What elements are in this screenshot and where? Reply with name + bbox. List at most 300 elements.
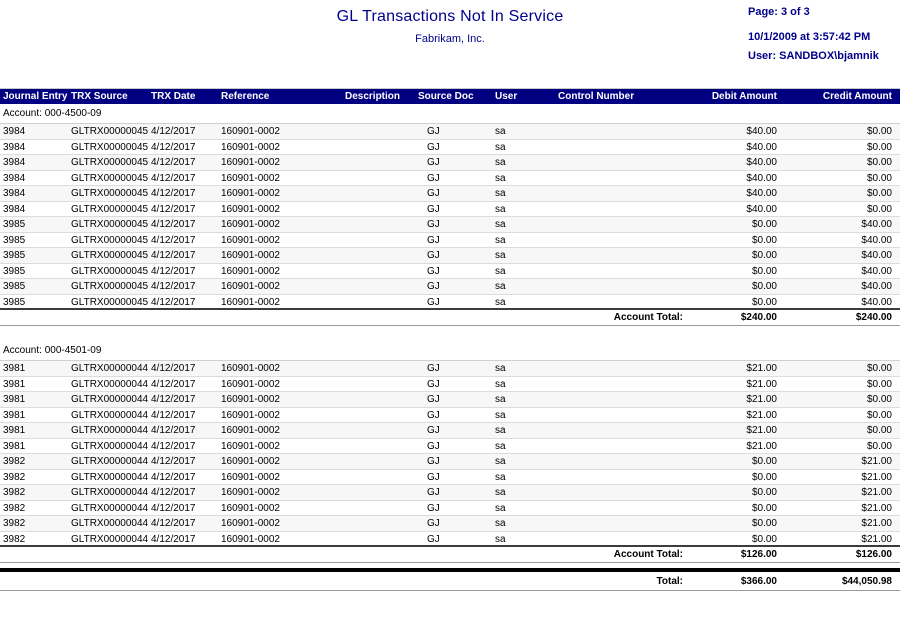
cell-debit-amount: $40.00 bbox=[746, 172, 777, 184]
cell-reference: 160901-0002 bbox=[221, 363, 280, 374]
cell-reference: 160901-0002 bbox=[221, 203, 280, 215]
cell-control-number bbox=[558, 124, 703, 140]
cell-trx-date: 4/12/2017 bbox=[151, 533, 196, 545]
cell-user: sa bbox=[495, 409, 506, 421]
cell-journal-entry: 3981 bbox=[3, 440, 26, 452]
cell-source-doc: GJ bbox=[427, 265, 440, 277]
cell-trx-source: GLTRX00000045 bbox=[71, 219, 149, 230]
table-row bbox=[0, 423, 900, 439]
cell-trx-source: GLTRX00000044 bbox=[71, 425, 149, 436]
table-row bbox=[0, 516, 900, 532]
cell-user: sa bbox=[495, 518, 506, 529]
cell-credit-amount: $0.00 bbox=[866, 425, 892, 436]
cell-control-number bbox=[558, 186, 703, 202]
cell-trx-source: GLTRX00000044 bbox=[71, 440, 149, 452]
account-total-credit: $126.00 bbox=[855, 549, 892, 560]
grand-total-credit: $44,050.98 bbox=[841, 576, 892, 587]
column-header-description: Description bbox=[345, 91, 401, 102]
cell-debit-amount: $40.00 bbox=[746, 126, 777, 137]
cell-debit-amount: $0.00 bbox=[751, 219, 777, 230]
cell-trx-date: 4/12/2017 bbox=[151, 265, 196, 277]
cell-credit-amount: $40.00 bbox=[861, 296, 892, 308]
cell-reference: 160901-0002 bbox=[221, 296, 280, 308]
cell-journal-entry: 3982 bbox=[3, 471, 26, 483]
cell-journal-entry: 3981 bbox=[3, 409, 26, 421]
cell-source-doc: GJ bbox=[427, 250, 440, 261]
cell-trx-date: 4/12/2017 bbox=[151, 250, 196, 261]
cell-control-number bbox=[558, 248, 703, 264]
cell-source-doc: GJ bbox=[427, 219, 440, 230]
cell-reference: 160901-0002 bbox=[221, 172, 280, 184]
table-row bbox=[0, 248, 900, 264]
cell-user: sa bbox=[495, 219, 506, 230]
cell-description bbox=[343, 124, 418, 140]
cell-user: sa bbox=[495, 126, 506, 137]
table-row bbox=[0, 439, 900, 455]
cell-control-number bbox=[558, 202, 703, 218]
cell-user: sa bbox=[495, 296, 506, 308]
cell-reference: 160901-0002 bbox=[221, 409, 280, 421]
cell-reference: 160901-0002 bbox=[221, 265, 280, 277]
table-row bbox=[0, 140, 900, 156]
cell-reference: 160901-0002 bbox=[221, 250, 280, 261]
cell-journal-entry: 3982 bbox=[3, 533, 26, 545]
cell-trx-date: 4/12/2017 bbox=[151, 363, 196, 374]
report-datetime: 10/1/2009 at 3:57:42 PM bbox=[748, 31, 871, 43]
cell-description bbox=[343, 233, 418, 249]
cell-journal-entry: 3981 bbox=[3, 394, 26, 405]
cell-credit-amount: $21.00 bbox=[861, 502, 892, 514]
cell-debit-amount: $21.00 bbox=[746, 363, 777, 374]
cell-trx-date: 4/12/2017 bbox=[151, 378, 196, 390]
cell-reference: 160901-0002 bbox=[221, 281, 280, 292]
cell-user: sa bbox=[495, 425, 506, 436]
cell-debit-amount: $0.00 bbox=[751, 518, 777, 529]
cell-source-doc: GJ bbox=[427, 188, 440, 199]
cell-trx-source: GLTRX00000045 bbox=[71, 265, 149, 277]
cell-trx-date: 4/12/2017 bbox=[151, 502, 196, 514]
cell-source-doc: GJ bbox=[427, 234, 440, 246]
cell-debit-amount: $21.00 bbox=[746, 409, 777, 421]
cell-credit-amount: $40.00 bbox=[861, 265, 892, 277]
cell-description bbox=[343, 140, 418, 156]
report-user: User: SANDBOX\bjamnik bbox=[748, 50, 879, 62]
cell-reference: 160901-0002 bbox=[221, 487, 280, 498]
cell-user: sa bbox=[495, 487, 506, 498]
cell-user: sa bbox=[495, 141, 506, 153]
cell-journal-entry: 3984 bbox=[3, 157, 26, 168]
cell-source-doc: GJ bbox=[427, 281, 440, 292]
cell-debit-amount: $40.00 bbox=[746, 203, 777, 215]
cell-journal-entry: 3984 bbox=[3, 126, 26, 137]
cell-description bbox=[343, 454, 418, 470]
cell-user: sa bbox=[495, 157, 506, 168]
cell-credit-amount: $0.00 bbox=[866, 394, 892, 405]
cell-source-doc: GJ bbox=[427, 502, 440, 514]
cell-trx-source: GLTRX00000045 bbox=[71, 157, 149, 168]
cell-control-number bbox=[558, 140, 703, 156]
account-total-credit: $240.00 bbox=[855, 312, 892, 323]
cell-debit-amount: $0.00 bbox=[751, 502, 777, 514]
column-header-reference: Reference bbox=[221, 91, 270, 102]
cell-description bbox=[343, 377, 418, 393]
cell-user: sa bbox=[495, 172, 506, 184]
cell-control-number bbox=[558, 408, 703, 424]
cell-trx-source: GLTRX00000044 bbox=[71, 502, 149, 514]
cell-control-number bbox=[558, 470, 703, 486]
account-total-label: Account Total: bbox=[613, 312, 683, 323]
cell-trx-source: GLTRX00000045 bbox=[71, 188, 149, 199]
cell-source-doc: GJ bbox=[427, 456, 440, 467]
cell-description bbox=[343, 392, 418, 408]
table-row bbox=[0, 202, 900, 218]
cell-reference: 160901-0002 bbox=[221, 234, 280, 246]
cell-reference: 160901-0002 bbox=[221, 425, 280, 436]
cell-trx-date: 4/12/2017 bbox=[151, 141, 196, 153]
cell-description bbox=[343, 485, 418, 501]
cell-control-number bbox=[558, 171, 703, 187]
account-label: Account: 000-4501-09 bbox=[3, 345, 102, 356]
cell-credit-amount: $21.00 bbox=[861, 533, 892, 545]
cell-trx-date: 4/12/2017 bbox=[151, 471, 196, 483]
account-label: Account: 000-4500-09 bbox=[3, 108, 102, 119]
cell-source-doc: GJ bbox=[427, 409, 440, 421]
cell-description bbox=[343, 516, 418, 532]
cell-trx-source: GLTRX00000044 bbox=[71, 394, 149, 405]
account-group bbox=[0, 104, 900, 326]
cell-credit-amount: $0.00 bbox=[866, 440, 892, 452]
cell-reference: 160901-0002 bbox=[221, 394, 280, 405]
cell-debit-amount: $21.00 bbox=[746, 425, 777, 436]
cell-source-doc: GJ bbox=[427, 126, 440, 137]
cell-journal-entry: 3985 bbox=[3, 250, 26, 261]
cell-trx-date: 4/12/2017 bbox=[151, 296, 196, 308]
cell-control-number bbox=[558, 279, 703, 295]
cell-user: sa bbox=[495, 394, 506, 405]
cell-description bbox=[343, 423, 418, 439]
cell-journal-entry: 3982 bbox=[3, 487, 26, 498]
cell-trx-date: 4/12/2017 bbox=[151, 172, 196, 184]
cell-user: sa bbox=[495, 456, 506, 467]
cell-trx-source: GLTRX00000044 bbox=[71, 471, 149, 483]
cell-trx-date: 4/12/2017 bbox=[151, 203, 196, 215]
cell-credit-amount: $40.00 bbox=[861, 219, 892, 230]
table-row bbox=[0, 408, 900, 424]
cell-credit-amount: $21.00 bbox=[861, 487, 892, 498]
cell-description bbox=[343, 155, 418, 171]
cell-journal-entry: 3985 bbox=[3, 234, 26, 246]
cell-source-doc: GJ bbox=[427, 440, 440, 452]
cell-debit-amount: $21.00 bbox=[746, 394, 777, 405]
cell-source-doc: GJ bbox=[427, 172, 440, 184]
cell-description bbox=[343, 217, 418, 233]
table-row bbox=[0, 171, 900, 187]
cell-credit-amount: $40.00 bbox=[861, 250, 892, 261]
cell-journal-entry: 3981 bbox=[3, 363, 26, 374]
cell-trx-date: 4/12/2017 bbox=[151, 487, 196, 498]
table-body bbox=[0, 104, 900, 563]
cell-credit-amount: $21.00 bbox=[861, 471, 892, 483]
cell-journal-entry: 3984 bbox=[3, 188, 26, 199]
cell-description bbox=[343, 171, 418, 187]
cell-source-doc: GJ bbox=[427, 533, 440, 545]
column-header-control-number: Control Number bbox=[558, 91, 635, 102]
cell-source-doc: GJ bbox=[427, 157, 440, 168]
cell-source-doc: GJ bbox=[427, 471, 440, 483]
cell-credit-amount: $0.00 bbox=[866, 378, 892, 390]
cell-reference: 160901-0002 bbox=[221, 502, 280, 514]
cell-trx-source: GLTRX00000045 bbox=[71, 281, 149, 292]
cell-debit-amount: $21.00 bbox=[746, 440, 777, 452]
cell-reference: 160901-0002 bbox=[221, 141, 280, 153]
cell-credit-amount: $40.00 bbox=[861, 281, 892, 292]
cell-credit-amount: $0.00 bbox=[866, 188, 892, 199]
cell-user: sa bbox=[495, 471, 506, 483]
cell-source-doc: GJ bbox=[427, 203, 440, 215]
account-total-debit: $240.00 bbox=[740, 312, 777, 323]
cell-trx-date: 4/12/2017 bbox=[151, 425, 196, 436]
cell-credit-amount: $40.00 bbox=[861, 234, 892, 246]
cell-journal-entry: 3981 bbox=[3, 378, 26, 390]
grand-total-row bbox=[0, 573, 900, 591]
column-header-user: User bbox=[495, 91, 518, 102]
table-row bbox=[0, 217, 900, 233]
cell-trx-source: GLTRX00000045 bbox=[71, 203, 149, 215]
column-header-debit-amount: Debit Amount bbox=[711, 91, 777, 102]
cell-control-number bbox=[558, 233, 703, 249]
cell-trx-date: 4/12/2017 bbox=[151, 234, 196, 246]
table-row bbox=[0, 377, 900, 393]
cell-journal-entry: 3984 bbox=[3, 172, 26, 184]
cell-user: sa bbox=[495, 234, 506, 246]
cell-control-number bbox=[558, 516, 703, 532]
cell-credit-amount: $0.00 bbox=[866, 172, 892, 184]
cell-source-doc: GJ bbox=[427, 141, 440, 153]
cell-trx-source: GLTRX00000044 bbox=[71, 409, 149, 421]
cell-trx-date: 4/12/2017 bbox=[151, 281, 196, 292]
cell-journal-entry: 3985 bbox=[3, 281, 26, 292]
cell-description bbox=[343, 264, 418, 280]
cell-journal-entry: 3982 bbox=[3, 518, 26, 529]
table-row bbox=[0, 279, 900, 295]
cell-user: sa bbox=[495, 203, 506, 215]
cell-debit-amount: $40.00 bbox=[746, 157, 777, 168]
cell-description bbox=[343, 439, 418, 455]
cell-debit-amount: $0.00 bbox=[751, 250, 777, 261]
cell-journal-entry: 3985 bbox=[3, 219, 26, 230]
table-row bbox=[0, 233, 900, 249]
cell-control-number bbox=[558, 423, 703, 439]
cell-description bbox=[343, 279, 418, 295]
cell-credit-amount: $0.00 bbox=[866, 157, 892, 168]
cell-trx-date: 4/12/2017 bbox=[151, 518, 196, 529]
cell-reference: 160901-0002 bbox=[221, 533, 280, 545]
cell-source-doc: GJ bbox=[427, 378, 440, 390]
account-rows bbox=[0, 360, 900, 547]
cell-user: sa bbox=[495, 188, 506, 199]
cell-debit-amount: $21.00 bbox=[746, 378, 777, 390]
cell-control-number bbox=[558, 361, 703, 377]
cell-description bbox=[343, 361, 418, 377]
table-row bbox=[0, 485, 900, 501]
cell-control-number bbox=[558, 295, 703, 311]
cell-user: sa bbox=[495, 363, 506, 374]
cell-trx-source: GLTRX00000045 bbox=[71, 234, 149, 246]
report-header bbox=[0, 0, 900, 88]
column-header-credit-amount: Credit Amount bbox=[822, 91, 892, 102]
cell-user: sa bbox=[495, 440, 506, 452]
cell-trx-date: 4/12/2017 bbox=[151, 409, 196, 421]
table-header-row bbox=[0, 88, 900, 104]
cell-user: sa bbox=[495, 281, 506, 292]
cell-user: sa bbox=[495, 502, 506, 514]
cell-description bbox=[343, 202, 418, 218]
cell-source-doc: GJ bbox=[427, 425, 440, 436]
cell-credit-amount: $21.00 bbox=[861, 518, 892, 529]
cell-credit-amount: $0.00 bbox=[866, 409, 892, 421]
cell-reference: 160901-0002 bbox=[221, 518, 280, 529]
cell-journal-entry: 3982 bbox=[3, 502, 26, 514]
report-meta bbox=[748, 5, 879, 63]
cell-journal-entry: 3982 bbox=[3, 456, 26, 467]
cell-user: sa bbox=[495, 378, 506, 390]
cell-debit-amount: $0.00 bbox=[751, 265, 777, 277]
page-indicator: Page: 3 of 3 bbox=[748, 6, 810, 18]
cell-debit-amount: $0.00 bbox=[751, 487, 777, 498]
cell-trx-source: GLTRX00000045 bbox=[71, 172, 149, 184]
cell-source-doc: GJ bbox=[427, 363, 440, 374]
cell-credit-amount: $0.00 bbox=[866, 363, 892, 374]
account-group bbox=[0, 341, 900, 563]
cell-trx-source: GLTRX00000045 bbox=[71, 141, 149, 153]
cell-control-number bbox=[558, 501, 703, 517]
cell-control-number bbox=[558, 155, 703, 171]
cell-credit-amount: $0.00 bbox=[866, 203, 892, 215]
cell-control-number bbox=[558, 454, 703, 470]
cell-description bbox=[343, 408, 418, 424]
cell-description bbox=[343, 501, 418, 517]
account-total-row bbox=[0, 547, 900, 563]
cell-trx-source: GLTRX00000044 bbox=[71, 378, 149, 390]
cell-trx-date: 4/12/2017 bbox=[151, 456, 196, 467]
cell-control-number bbox=[558, 485, 703, 501]
cell-credit-amount: $21.00 bbox=[861, 456, 892, 467]
table-row bbox=[0, 501, 900, 517]
cell-source-doc: GJ bbox=[427, 487, 440, 498]
table-row bbox=[0, 454, 900, 470]
cell-trx-date: 4/12/2017 bbox=[151, 157, 196, 168]
cell-reference: 160901-0002 bbox=[221, 456, 280, 467]
cell-description bbox=[343, 470, 418, 486]
cell-trx-source: GLTRX00000045 bbox=[71, 250, 149, 261]
cell-trx-source: GLTRX00000045 bbox=[71, 296, 149, 308]
cell-reference: 160901-0002 bbox=[221, 126, 280, 137]
column-header-journal-entry: Journal Entry bbox=[3, 91, 68, 102]
account-total-row bbox=[0, 310, 900, 326]
cell-trx-date: 4/12/2017 bbox=[151, 394, 196, 405]
cell-trx-source: GLTRX00000044 bbox=[71, 518, 149, 529]
column-header-source-doc: Source Doc bbox=[418, 91, 474, 102]
cell-description bbox=[343, 248, 418, 264]
table-row bbox=[0, 532, 900, 548]
cell-source-doc: GJ bbox=[427, 518, 440, 529]
cell-control-number bbox=[558, 377, 703, 393]
cell-trx-date: 4/12/2017 bbox=[151, 188, 196, 199]
table-row bbox=[0, 295, 900, 311]
cell-journal-entry: 3984 bbox=[3, 203, 26, 215]
cell-journal-entry: 3981 bbox=[3, 425, 26, 436]
cell-source-doc: GJ bbox=[427, 296, 440, 308]
company-name: Fabrikam, Inc. bbox=[415, 33, 485, 45]
cell-trx-source: GLTRX00000044 bbox=[71, 487, 149, 498]
account-total-label: Account Total: bbox=[613, 549, 683, 560]
cell-debit-amount: $40.00 bbox=[746, 141, 777, 153]
cell-description bbox=[343, 186, 418, 202]
column-header-trx-source: TRX Source bbox=[71, 91, 128, 102]
cell-debit-amount: $40.00 bbox=[746, 188, 777, 199]
cell-trx-source: GLTRX00000044 bbox=[71, 533, 149, 545]
cell-control-number bbox=[558, 217, 703, 233]
column-header-trx-date: TRX Date bbox=[151, 91, 196, 102]
report-title: GL Transactions Not In Service bbox=[336, 8, 564, 25]
grand-total-section bbox=[0, 568, 900, 591]
cell-credit-amount: $0.00 bbox=[866, 141, 892, 153]
cell-trx-date: 4/12/2017 bbox=[151, 126, 196, 137]
cell-reference: 160901-0002 bbox=[221, 378, 280, 390]
cell-source-doc: GJ bbox=[427, 394, 440, 405]
account-total-debit: $126.00 bbox=[740, 549, 777, 560]
cell-debit-amount: $0.00 bbox=[751, 234, 777, 246]
table-row bbox=[0, 186, 900, 202]
table-row bbox=[0, 155, 900, 171]
cell-control-number bbox=[558, 264, 703, 280]
cell-trx-date: 4/12/2017 bbox=[151, 219, 196, 230]
cell-description bbox=[343, 295, 418, 311]
cell-debit-amount: $0.00 bbox=[751, 281, 777, 292]
table-row bbox=[0, 361, 900, 377]
cell-trx-source: GLTRX00000044 bbox=[71, 363, 149, 374]
cell-reference: 160901-0002 bbox=[221, 219, 280, 230]
cell-debit-amount: $0.00 bbox=[751, 471, 777, 483]
grand-total-label: Total: bbox=[656, 576, 683, 587]
cell-user: sa bbox=[495, 533, 506, 545]
table-row bbox=[0, 392, 900, 408]
cell-control-number bbox=[558, 392, 703, 408]
cell-user: sa bbox=[495, 265, 506, 277]
cell-credit-amount: $0.00 bbox=[866, 126, 892, 137]
cell-trx-source: GLTRX00000044 bbox=[71, 456, 149, 467]
table-row bbox=[0, 470, 900, 486]
cell-trx-source: GLTRX00000045 bbox=[71, 126, 149, 137]
cell-debit-amount: $0.00 bbox=[751, 533, 777, 545]
cell-reference: 160901-0002 bbox=[221, 440, 280, 452]
cell-reference: 160901-0002 bbox=[221, 471, 280, 483]
table-row bbox=[0, 124, 900, 140]
cell-debit-amount: $0.00 bbox=[751, 456, 777, 467]
account-rows bbox=[0, 123, 900, 310]
cell-journal-entry: 3985 bbox=[3, 296, 26, 308]
cell-description bbox=[343, 532, 418, 548]
cell-reference: 160901-0002 bbox=[221, 188, 280, 199]
table-row bbox=[0, 264, 900, 280]
cell-trx-date: 4/12/2017 bbox=[151, 440, 196, 452]
cell-debit-amount: $0.00 bbox=[751, 296, 777, 308]
cell-control-number bbox=[558, 439, 703, 455]
grand-total-debit: $366.00 bbox=[740, 576, 777, 587]
cell-user: sa bbox=[495, 250, 506, 261]
cell-journal-entry: 3985 bbox=[3, 265, 26, 277]
cell-journal-entry: 3984 bbox=[3, 141, 26, 153]
